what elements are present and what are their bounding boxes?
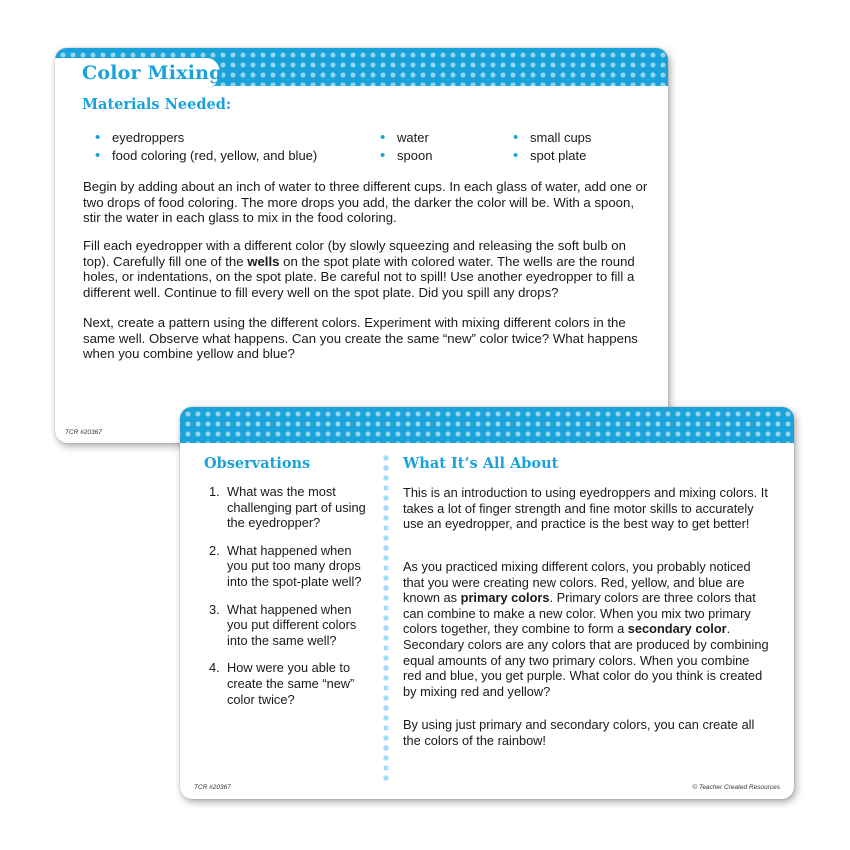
list-item: 2. What happened when you put too many drops into the spot-plate well? bbox=[209, 542, 362, 589]
materials-list-col3 bbox=[513, 129, 591, 165]
about-paragraph-3: By using just primary and secondary colors, you can create all the colors of the rainbow! bbox=[403, 717, 755, 748]
materials-list-col2 bbox=[380, 129, 432, 165]
list-item: • spoon bbox=[380, 147, 432, 165]
list-item: • food coloring (red, yellow, and blue) bbox=[95, 147, 317, 165]
list-item: • spot plate bbox=[513, 147, 591, 165]
materials-list-col1 bbox=[95, 129, 317, 165]
front-card bbox=[55, 48, 668, 443]
observations-questions bbox=[203, 484, 371, 719]
observations-heading: Observations bbox=[204, 455, 311, 472]
list-item: • water bbox=[380, 129, 432, 147]
bold-term-primary-colors: primary colors bbox=[460, 590, 550, 606]
instructions-paragraph-3: Next, create a pattern using the different colors. Experiment with mixing different colors in the same well. Observe what happens. Can you create the same “new” color twice? What happens when you combine yellow and blue? bbox=[83, 315, 638, 362]
list-item: 3. What happened when you put different colors into the same well? bbox=[209, 601, 357, 648]
footer-copyright: © Teacher Created Resources bbox=[692, 784, 780, 791]
about-paragraph-1: This is an introduction to using eyedroppers and mixing colors. It takes a lot of finger strength and fine motor skills to accurately use an eyedropper, and practice is the best way to get better! bbox=[403, 485, 768, 532]
dotted-column-divider bbox=[381, 453, 391, 783]
bold-term-secondary-color: secondary color bbox=[627, 621, 727, 637]
page-title: Color Mixing bbox=[82, 62, 223, 84]
bold-term-wells: wells bbox=[247, 253, 280, 269]
back-card-header-band bbox=[180, 407, 794, 443]
instructions-paragraph-2: Fill each eyedropper with a different color (by slowly squeezing and releasing the soft bulb on top). Carefully fill one of the wells on the spot plate with colored water. The wells are the round holes, or indentations, on the spot plate. Be careful not to spill! Use another eyedropper to fill a different well. Continue to fill every well on the spot plate. Did you spill any drops? bbox=[83, 238, 635, 300]
list-item: • small cups bbox=[513, 129, 591, 147]
materials-heading: Materials Needed: bbox=[82, 96, 232, 113]
back-card bbox=[180, 407, 794, 799]
footer-catalog-number: TCR #20367 bbox=[194, 784, 231, 791]
list-item: 1. What was the most challenging part of using the eyedropper? bbox=[209, 484, 366, 531]
about-heading: What It’s All About bbox=[403, 455, 559, 472]
footer-catalog-number: TCR #20367 bbox=[65, 429, 102, 436]
about-paragraph-2: As you practiced mixing different colors, you probably noticed that you were creating new colors. Red, yellow, and blue are known as primary colors. Primary colors are three colors that can combine to make a new color. When you mix two primary colors together, they combine to form a secondary color. Secondary colors are any colors that are produced by combining equal amounts of any two primary colors. When you combine red and blue, you get purple. What color do you think is created by mixing red and yellow? bbox=[403, 559, 769, 699]
list-item: 4. How were you able to create the same “new” color twice? bbox=[209, 660, 355, 707]
list-item: • eyedroppers bbox=[95, 129, 317, 147]
instructions-paragraph-1: Begin by adding about an inch of water to three different cups. In each glass of water, add one or two drops of food coloring. The more drops you add, the darker the color will be. With a spoon, stir the water in each glass to mix in the food coloring. bbox=[83, 179, 648, 226]
